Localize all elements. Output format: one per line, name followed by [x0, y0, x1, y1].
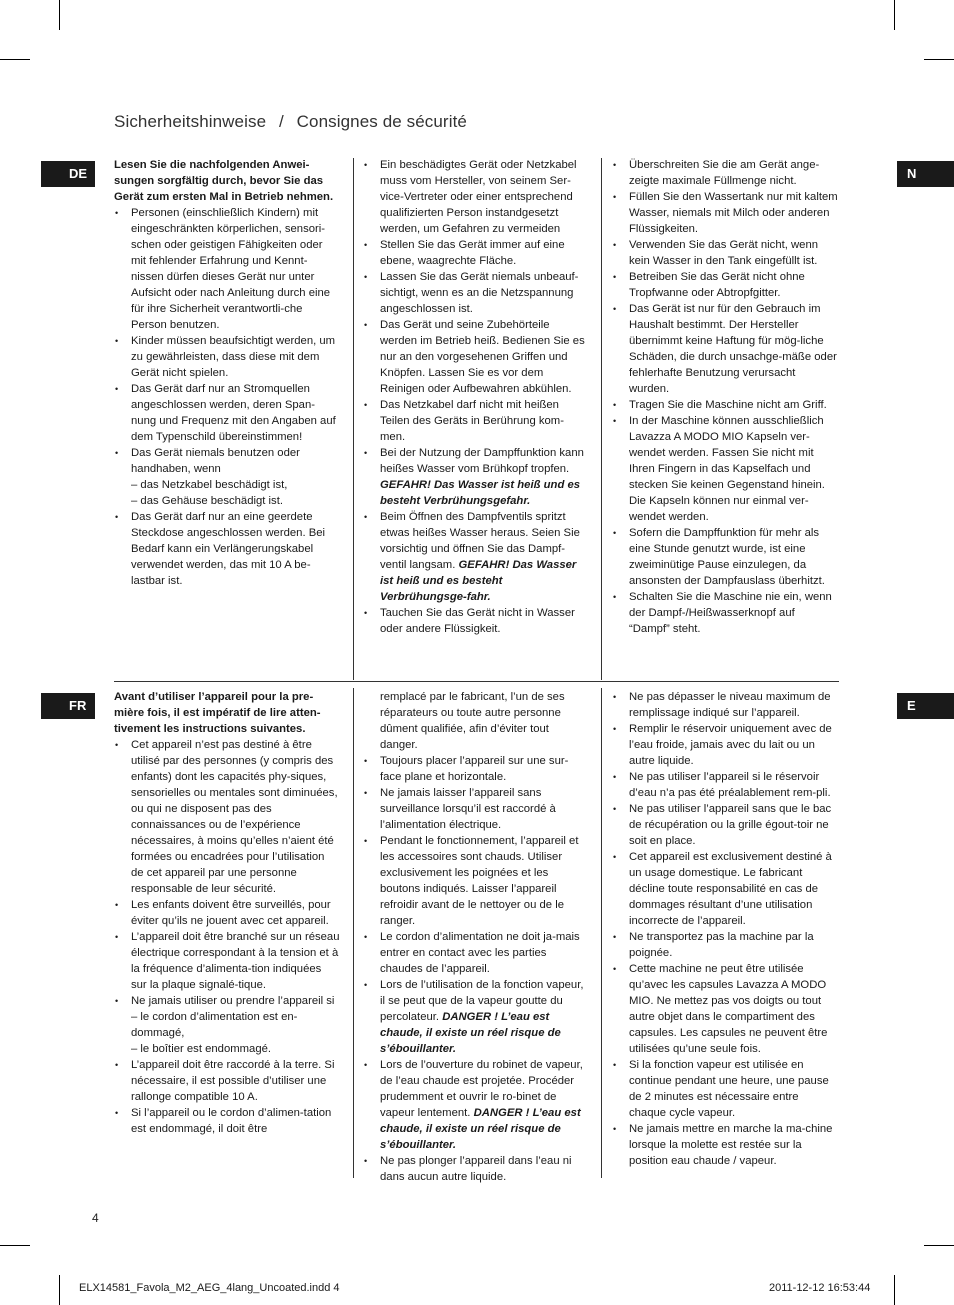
- list-subitem: – le cordon d’alimentation est en-dommagé,: [131, 1011, 298, 1039]
- list-item: • Das Gerät niemals benutzen oder handhaben, wenn: [114, 445, 340, 477]
- list-item: • Betreiben Sie das Gerät nicht ohne Tropfwanne oder Abtropfgitter.: [612, 269, 838, 301]
- page-title: [114, 112, 467, 132]
- crop-mark: [0, 1245, 30, 1246]
- crop-mark: [0, 59, 30, 60]
- page-number: 4: [92, 1211, 99, 1225]
- list-item: • Si l’appareil ou le cordon d’alimen-tation est endommagé, il doit être: [114, 1105, 340, 1137]
- language-tab-right-bottom: E: [897, 693, 954, 719]
- crop-mark: [59, 0, 60, 30]
- list-item: • Cette machine ne peut être utilisée qu’avec les capsules Lavazza A MODO MIO. Ne mettez pas vos doigts ou tout autre objet dans le compartiment des capsules. Les capsules ne peuvent être utilisées qu’une seule fois.: [612, 961, 838, 1057]
- list-item: • Personen (einschließlich Kindern) mit eingeschränkten körperlichen, sensori-schen oder geistigen Fähigkeiten oder mit fehlender Erfahrung und Kennt-nissen dürfen dieses Gerät nur unter Aufsicht oder nach Anleitung durch eine für ihre Sicherheit verantwortli-che Person benutzen.: [114, 205, 340, 333]
- list-item: • Sofern die Dampffunktion für mehr als eine Stunde genutzt wurde, ist eine zweiminütige Pause einzulegen, da ansonsten der Dampfauslass überhitzt.: [612, 525, 838, 589]
- list-item: • Das Gerät ist nur für den Gebrauch im Haushalt bestimmt. Der Hersteller übernimmt keine Haftung für mög-liche Schäden, die durch unsachge-mäße oder fehlerhafte Benutzung verursacht wurden.: [612, 301, 838, 397]
- item-text: Lors de l’ouverture du robinet de vapeur, de l’eau chaude est projetée. Procéder prudemment et ouvrir le ro-binet de vapeur lentement.: [380, 1059, 583, 1119]
- list-item: • Pendant le fonctionnement, l’appareil et les accessoires sont chauds. Utiliser exclusivement les poignées et les boutons indiqués. Laisser l’appareil refroidir avant de le nettoyer ou de le ranger.: [363, 833, 589, 929]
- list-item: • Ne transportez pas la machine par la poignée.: [612, 929, 838, 961]
- list-item: [363, 1057, 589, 1153]
- list-item: • Verwenden Sie das Gerät nicht, wenn kein Wasser in den Tank eingefüllt ist.: [612, 237, 838, 269]
- list-item: • Das Gerät und seine Zubehörteile werden im Betrieb heiß. Bedienen Sie es nur an den vorgesehenen Griffen und Knöpfen. Lassen Sie es vor dem Reinigen oder Aufbewahren abkühlen.: [363, 317, 589, 397]
- list-item: • In der Maschine können ausschließlich Lavazza A MODO MIO Kapseln ver-wendet werden. Fassen Sie nicht mit Ihren Fingern in das Kapselfach und stecken Sie keinen Gegenstand hinein. Die Kapseln können nur einmal ver-wendet werden.: [612, 413, 838, 525]
- list-item: • Füllen Sie den Wassertank nur mit kaltem Wasser, niemals mit Milch oder anderen Flüssigkeiten.: [612, 189, 838, 237]
- de-column-1: [114, 157, 340, 589]
- list-item: • Tragen Sie die Maschine nicht am Griff.: [612, 397, 838, 413]
- list-item: • Si la fonction vapeur est utilisée en continue pendant une heure, une pause de 2 minutes est nécessaire entre chaque cycle vapeur.: [612, 1057, 838, 1121]
- item-text: Bei der Nutzung der Dampffunktion kann heißes Wasser vom Brühkopf tropfen.: [380, 447, 584, 475]
- list-item: • Tauchen Sie das Gerät nicht in Wasser oder andere Flüssigkeit.: [363, 605, 589, 637]
- column-divider: [353, 688, 354, 1178]
- fr-column-2: [363, 689, 589, 1185]
- list-item: [363, 445, 589, 509]
- title-separator: /: [278, 112, 284, 131]
- list-subitem: – le boîtier est endommagé.: [131, 1043, 272, 1055]
- list-item: • Ne pas utiliser l’appareil sans que le bac de récupération ou la grille égout-toir ne soit en place.: [612, 801, 838, 849]
- list-item: • Cet appareil n’est pas destiné à être utilisé par des personnes (y compris des enfants) dont les capacités phy-siques, sensorielles ou mentales sont diminuées, ou qui ne disposent pas des connaissances ou de l’expérience nécessaires, à moins qu’elles n’aient été formées ou encadrées pour l’utilisation de cet appareil par une personne responsable de leur sécurité.: [114, 737, 340, 897]
- de-column-2: [363, 157, 589, 637]
- title-fr: Consignes de sécurité: [296, 112, 467, 131]
- date-slug: 2011-12-12 16:53:44: [769, 1282, 871, 1294]
- list-item: • Schalten Sie die Maschine nie ein, wenn der Dampf-/Heißwasserknopf auf “Dampf” steht.: [612, 589, 838, 637]
- list-item: • Ein beschädigtes Gerät oder Netzkabel muss vom Hersteller, von seinem Ser-vice-Vertreter oder einer entsprechend qualifizierten Person instandgesetzt werden, um Gefahren zu vermeiden: [363, 157, 589, 237]
- crop-mark: [924, 1245, 954, 1246]
- list-item: • Das Netzkabel darf nicht mit heißen Teilen des Geräts in Berührung kom-men.: [363, 397, 589, 445]
- list-item: • Ne jamais utiliser ou prendre l’appareil si: [114, 993, 340, 1009]
- list-item: • Ne jamais laisser l’appareil sans surveillance lorsqu’il est raccordé à l’alimentation électrique.: [363, 785, 589, 833]
- section-divider: [114, 681, 839, 682]
- list-item: • Ne pas utiliser l’appareil si le réservoir d’eau n’a pas été préalablement rem-pli.: [612, 769, 838, 801]
- file-slug: ELX14581_Favola_M2_AEG_4lang_Uncoated.indd 4: [79, 1282, 340, 1294]
- list-item: • Toujours placer l’appareil sur une sur-face plane et horizontale.: [363, 753, 589, 785]
- list-item: • Das Gerät darf nur an eine geerdete Steckdose angeschlossen werden. Bei Bedarf kann ein Verlängerungskabel verwendet werden, das mit 10 A be-lastbar ist.: [114, 509, 340, 589]
- list-item: • Stellen Sie das Gerät immer auf eine ebene, waagrechte Fläche.: [363, 237, 589, 269]
- list-item: • Kinder müssen beaufsichtigt werden, um zu gewährleisten, dass diese mit dem Gerät nicht spielen.: [114, 333, 340, 381]
- de-column-3: [612, 157, 838, 637]
- list-item: • Le cordon d’alimentation ne doit ja-mais entrer en contact avec les parties chaudes de l’appareil.: [363, 929, 589, 977]
- danger-warning: DANGER ! L’eau est chaude, il existe un réel risque de s’ébouillanter.: [380, 1107, 581, 1151]
- list-item: • L’appareil doit être raccordé à la terre. Si nécessaire, il est possible d’utiliser une rallonge compatible 10 A.: [114, 1057, 340, 1105]
- list-item: • Les enfants doivent être surveillés, pour éviter qu’ils ne jouent avec cet appareil.: [114, 897, 340, 929]
- language-tab-de: DE: [41, 161, 95, 187]
- fr-column-3: [612, 689, 838, 1169]
- language-tab-fr: FR: [41, 693, 95, 719]
- list-item: • Ne pas dépasser le niveau maximum de remplissage indiqué sur l’appareil.: [612, 689, 838, 721]
- language-tab-right-top: N: [897, 161, 954, 187]
- column-divider: [353, 158, 354, 680]
- fr-intro: Avant d’utiliser l’appareil pour la pre-mière fois, il est impératif de lire atten-tivement les instructions suivantes.: [114, 691, 321, 735]
- list-subitem: – das Netzkabel beschädigt ist,: [131, 479, 288, 491]
- list-item: • Remplir le réservoir uniquement avec de l’eau froide, jamais avec du lait ou un autre liquide.: [612, 721, 838, 769]
- list-item: • Ne pas plonger l’appareil dans l’eau ni dans aucun autre liquide.: [363, 1153, 589, 1185]
- danger-warning: GEFAHR! Das Wasser ist heiß und es besteht Verbrühungsge-fahr.: [380, 559, 577, 603]
- list-item: • Ne jamais mettre en marche la ma-chine lorsque la molette est restée sur la position eau chaude / vapeur.: [612, 1121, 838, 1169]
- list-item: [363, 977, 589, 1057]
- title-de: Sicherheitshinweise: [114, 112, 267, 131]
- crop-mark: [894, 1275, 895, 1305]
- column-divider: [601, 688, 602, 1178]
- list-item: • Das Gerät darf nur an Stromquellen angeschlossen werden, deren Span-nung und Frequenz mit den Angaben auf dem Typenschild übereinstimmen!: [114, 381, 340, 445]
- list-subitem: – das Gehäuse beschädigt ist.: [131, 495, 283, 507]
- danger-warning: GEFAHR! Das Wasser ist heiß und es besteht Verbrühungsgefahr.: [380, 479, 581, 507]
- crop-mark: [924, 59, 954, 60]
- fr-column-1: [114, 689, 340, 1137]
- de-intro: Lesen Sie die nachfolgenden Anwei-sungen sorgfältig durch, bevor Sie das Gerät zum ersten Mal in Betrieb nehmen.: [114, 159, 334, 203]
- crop-mark: [59, 1275, 60, 1305]
- danger-warning: DANGER ! L’eau est chaude, il existe un réel risque de s’ébouillanter.: [380, 1011, 561, 1055]
- list-item: • Lassen Sie das Gerät niemals unbeauf-sichtigt, wenn es an die Netzspannung angeschlossen ist.: [363, 269, 589, 317]
- item-text: Beim Öffnen des Dampfventils spritzt etwas heißes Wasser heraus. Seien Sie vorsichtig und öffnen Sie das Dampf-ventil langsam.: [380, 511, 580, 571]
- list-item: [363, 509, 589, 605]
- list-item: • Cet appareil est exclusivement destiné à un usage domestique. Le fabricant décline toute responsabilité en cas de dommages résultant d’une utilisation incorrecte de l’appareil.: [612, 849, 838, 929]
- item-text: Lors de l’utilisation de la fonction vapeur, il se peut que de la vapeur goutte du percolateur.: [380, 979, 584, 1023]
- crop-mark: [894, 0, 895, 30]
- column-divider: [601, 158, 602, 680]
- list-item: • Überschreiten Sie die am Gerät ange-zeigte maximale Füllmenge nicht.: [612, 157, 838, 189]
- list-item: • L’appareil doit être branché sur un réseau électrique correspondant à la tension et à la fréquence d’alimenta-tion indiquées sur la plaque signalé-tique.: [114, 929, 340, 993]
- list-item-continued: remplacé par le fabricant, l’un de ses réparateurs ou toute autre personne dûment qualifiée, afin d’éviter tout danger.: [380, 691, 565, 751]
